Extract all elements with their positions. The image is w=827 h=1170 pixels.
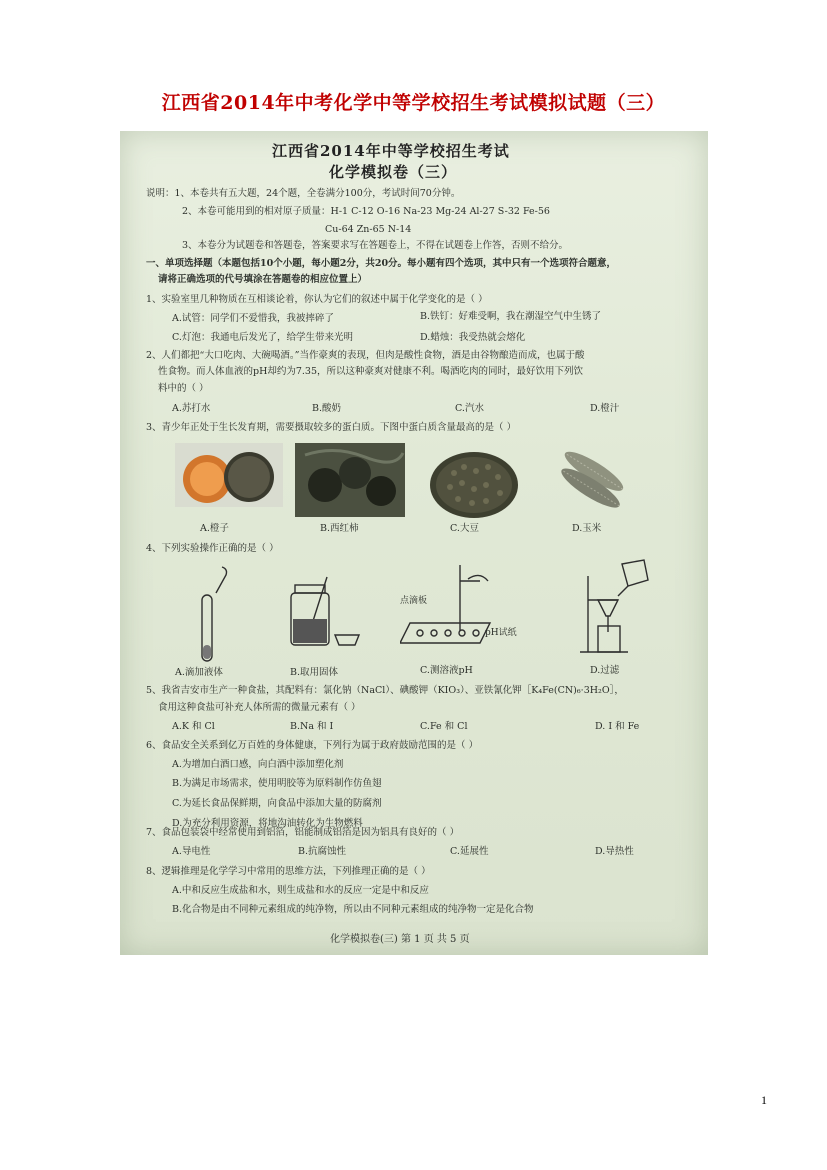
question-stem: 4、下列实验操作正确的是（ ） — [146, 543, 279, 554]
note-line: 2、本卷可能用到的相对原子质量：H-1 C-12 O-16 Na-23 Mg-24 Al-27 S-32 Fe-56 — [182, 206, 550, 217]
question-stem: 5、我省吉安市生产一种食盐，其配料有：氯化钠（NaCl）、碘酸钾（KIO₃）、亚铁氰化钾［K₄Fe(CN)₆·3H₂O］， — [146, 685, 624, 696]
question-stem: 性食物。而人体血液的pH却约为7.35，所以这种豪爽对健康不利。喝酒吃肉的同时，最好饮用下列饮 — [158, 366, 584, 377]
option-d: D. I 和 Fe — [595, 721, 640, 732]
label-paper: pH试纸 — [485, 628, 517, 638]
option-a: A.苏打水 — [172, 403, 211, 414]
question-stem: 2、人们都把“大口吃肉、大碗喝酒。”当作豪爽的表现，但肉是酸性食物，酒是由谷物酿造而成，也属于酸 — [146, 350, 585, 361]
section-heading: 一、单项选择题（本题包括10个小题，每小题2分，共20分。每小题有四个选项，其中只有一个选项符合题意， — [146, 258, 617, 269]
scanned-exam-page — [120, 131, 708, 955]
exam-subheader: 化学模拟卷（三） — [329, 163, 458, 181]
option-c: C.Fe 和 Cl — [420, 721, 468, 732]
option-a: A.导电性 — [172, 846, 211, 857]
option-c: C.延展性 — [450, 846, 489, 857]
option-a: A.试管：同学们不爱惜我，我被摔碎了 — [172, 313, 334, 324]
option-c: C.汽水 — [455, 403, 484, 414]
option-b: B.取用固体 — [290, 667, 339, 678]
question-stem: 8、逻辑推理是化学学习中常用的思维方法，下列推理正确的是（ ） — [146, 866, 431, 877]
option-a: A.橙子 — [200, 523, 229, 534]
option-a: A.中和反应生成盐和水，则生成盐和水的反应一定是中和反应 — [172, 885, 429, 896]
option-d: D.玉米 — [572, 523, 602, 534]
note-line: 3、本卷分为试题卷和答题卷，答案要求写在答题卷上，不得在试题卷上作答，否则不给分。 — [182, 240, 569, 251]
option-b: B.铁钉：好难受啊，我在潮湿空气中生锈了 — [420, 311, 602, 322]
note-line: 说明：1、本卷共有五大题，24个题，全卷满分100分，考试时间70分钟。 — [146, 188, 461, 199]
option-d: D.橙汁 — [590, 403, 620, 414]
option-b: B.西红柿 — [320, 523, 359, 534]
section-heading: 请将正确选项的代号填涂在答题卷的相应位置上） — [158, 274, 368, 285]
label-plate: 点滴板 — [400, 596, 428, 606]
document-title: 江西省2014年中考化学中等学校招生考试模拟试题（三） — [161, 92, 666, 114]
option-d: D.过滤 — [590, 665, 620, 676]
option-a: A.为增加白酒口感，向白酒中添加塑化剂 — [172, 759, 344, 770]
page-number: 1 — [761, 1093, 767, 1107]
question-stem: 6、食品安全关系到亿万百姓的身体健康，下列行为属于政府鼓励范围的是（ ） — [146, 740, 479, 751]
option-c: C.测溶液pH — [420, 665, 473, 676]
exam-header: 江西省2014年中等学校招生考试 — [272, 142, 510, 160]
question-stem: 7、食品包装袋中经常使用到铝箔，铝能制成铝箔是因为铝具有良好的（ ） — [146, 827, 460, 838]
scan-footer: 化学模拟卷(三) 第 1 页 共 5 页 — [330, 934, 470, 945]
option-b: B.抗腐蚀性 — [298, 846, 347, 857]
option-a: A.滴加液体 — [175, 667, 223, 678]
soybean-photo — [428, 449, 520, 519]
option-a: A.K 和 Cl — [172, 721, 215, 732]
option-b: B.为满足市场需求，使用明胶等为原料制作仿鱼翅 — [172, 778, 382, 789]
corn-photo — [550, 443, 640, 515]
question-stem: 食用这种食盐可补充人体所需的微量元素有（ ） — [158, 702, 361, 713]
note-line: Cu-64 Zn-65 N-14 — [325, 224, 412, 235]
dropper-icon — [196, 563, 236, 668]
reagent-jar-icon — [285, 571, 365, 651]
option-c: C.大豆 — [450, 523, 479, 534]
option-d: D.蜡烛：我受热就会熔化 — [420, 332, 526, 343]
option-b: B.Na 和 I — [290, 721, 334, 732]
option-d: D.导热性 — [595, 846, 634, 857]
option-b: B.化合物是由不同种元素组成的纯净物，所以由不同种元素组成的纯净物一定是化合物 — [172, 904, 534, 915]
tomato-photo — [295, 443, 405, 517]
question-stem: 1、实验室里几种物质在互相谈论着，你认为它们的叙述中属于化学变化的是（ ） — [146, 294, 488, 305]
option-c: C.为延长食品保鲜期，向食品中添加大量的防腐剂 — [172, 798, 382, 809]
option-d: D.为充分利用资源，将地沟油转化为生物燃料 — [172, 818, 363, 829]
question-stem: 3、青少年正处于生长发育期，需要摄取较多的蛋白质。下图中蛋白质含量最高的是（ ） — [146, 422, 517, 433]
question-stem: 料中的（ ） — [158, 383, 209, 394]
option-b: B.酸奶 — [312, 403, 342, 414]
orange-photo — [175, 443, 283, 507]
option-c: C.灯泡：我通电后发光了，给学生带来光明 — [172, 332, 353, 343]
filtration-apparatus-icon — [578, 556, 653, 656]
